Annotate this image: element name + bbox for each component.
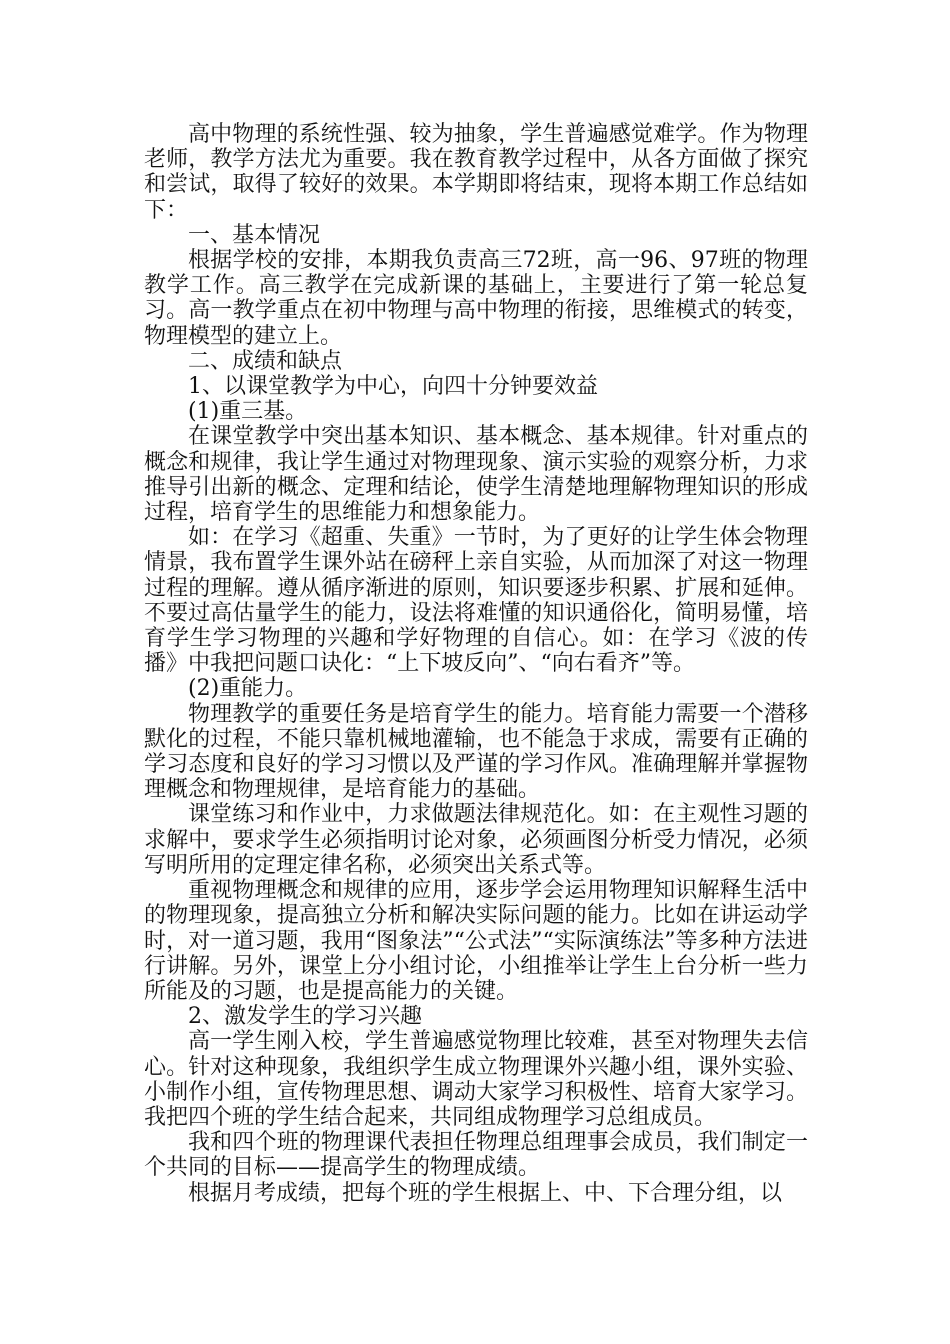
paragraph-interest-groups: 高一学生刚入校，学生普遍感觉物理比较难，甚至对物理失去信心。针对这种现象，我组织学生成立物理课外兴趣小组，课外实验、小制作小组，宣传物理思想、调动大家学习积极性、培育大家学习。我把四个班的学生结合起来，共同组成物理学习总组成员。	[144, 1029, 808, 1130]
section-heading-basic-situation: 一、基本情况	[188, 222, 321, 248]
paragraph-three-basics: 在课堂教学中突出基本知识、基本概念、基本规律。针对重点的概念和规律，我让学生通过对物理现象、演示实验的观察分析，力求推导引出新的概念、定理和结论，使学生清楚地理解物理知识的形成过程，培育学生的思维能力和想象能力。	[144, 424, 808, 526]
paragraph-monthly-exam: 根据月考成绩，把每个班的学生根据上、中、下合理分组，以	[188, 1180, 783, 1206]
subheading-ability: (2)重能力。	[188, 676, 308, 702]
paragraph-basic-situation: 根据学校的安排，本期我负责高三72班，高一96、97班的物理教学工作。高三教学在完成新课的基础上，主要进行了第一轮总复习。高一教学重点在初中物理与高中物理的衔接，思维模式的转变，物理模型的建立上。	[144, 248, 808, 349]
paragraph-application: 重视物理概念和规律的应用，逐步学会运用物理知识解释生活中的物理现象，提高独立分析和解决实际问题的能力。比如在讲运动学时，对一道习题，我用“图象法”“公式法”“实际演练法”等多种方法进行讲解。另外，课堂上分小组讨论，小组推举让学生上台分析一些力所能及的习题，也是提高能力的关键。	[144, 878, 808, 1004]
paragraph-example-overweight: 如：在学习《超重、失重》一节时，为了更好的让学生体会物理情景，我布置学生课外站在磅秤上亲自实验，从而加深了对这一物理过程的理解。遵从循序渐进的原则，知识要逐步积累、扩展和延伸。不要过高估量学生的能力，设法将难懂的知识通俗化，简明易懂，培育学生学习物理的兴趣和学好物理的自信心。如：在学习《波的传播》中我把问题口诀化：“上下坡反向”、“向右看齐”等。	[144, 525, 808, 677]
subheading-classroom-teaching: 1、以课堂教学为中心，向四十分钟要效益	[188, 374, 598, 400]
paragraph-council: 我和四个班的物理课代表担任物理总组理事会成员，我们制定一个共同的目标——提高学生的物理成绩。	[144, 1130, 808, 1181]
section-heading-achievements: 二、成绩和缺点	[188, 348, 343, 374]
subheading-interest: 2、激发学生的学习兴趣	[188, 1004, 422, 1030]
paragraph-ability: 物理教学的重要任务是培育学生的能力。培育能力需要一个潜移默化的过程，不能只靠机械地灌输，也不能急于求成，需要有正确的学习态度和良好的学习习惯以及严谨的学习作风。准确理解并掌握物理概念和物理规律，是培育能力的基础。	[144, 701, 808, 803]
subheading-three-basics: (1)重三基。	[188, 399, 308, 425]
document-body	[144, 122, 808, 1206]
paragraph-intro: 高中物理的系统性强、较为抽象，学生普遍感觉难学。作为物理老师，教学方法尤为重要。我在教育教学过程中，从各方面做了探究和尝试，取得了较好的效果。本学期即将结束，现将本期工作总结如下：	[144, 122, 808, 223]
paragraph-exercises: 课堂练习和作业中，力求做题法律规范化。如：在主观性习题的求解中，要求学生必须指明讨论对象，必须画图分析受力情况，必须写明所用的定理定律名称，必须突出关系式等。	[144, 802, 808, 878]
